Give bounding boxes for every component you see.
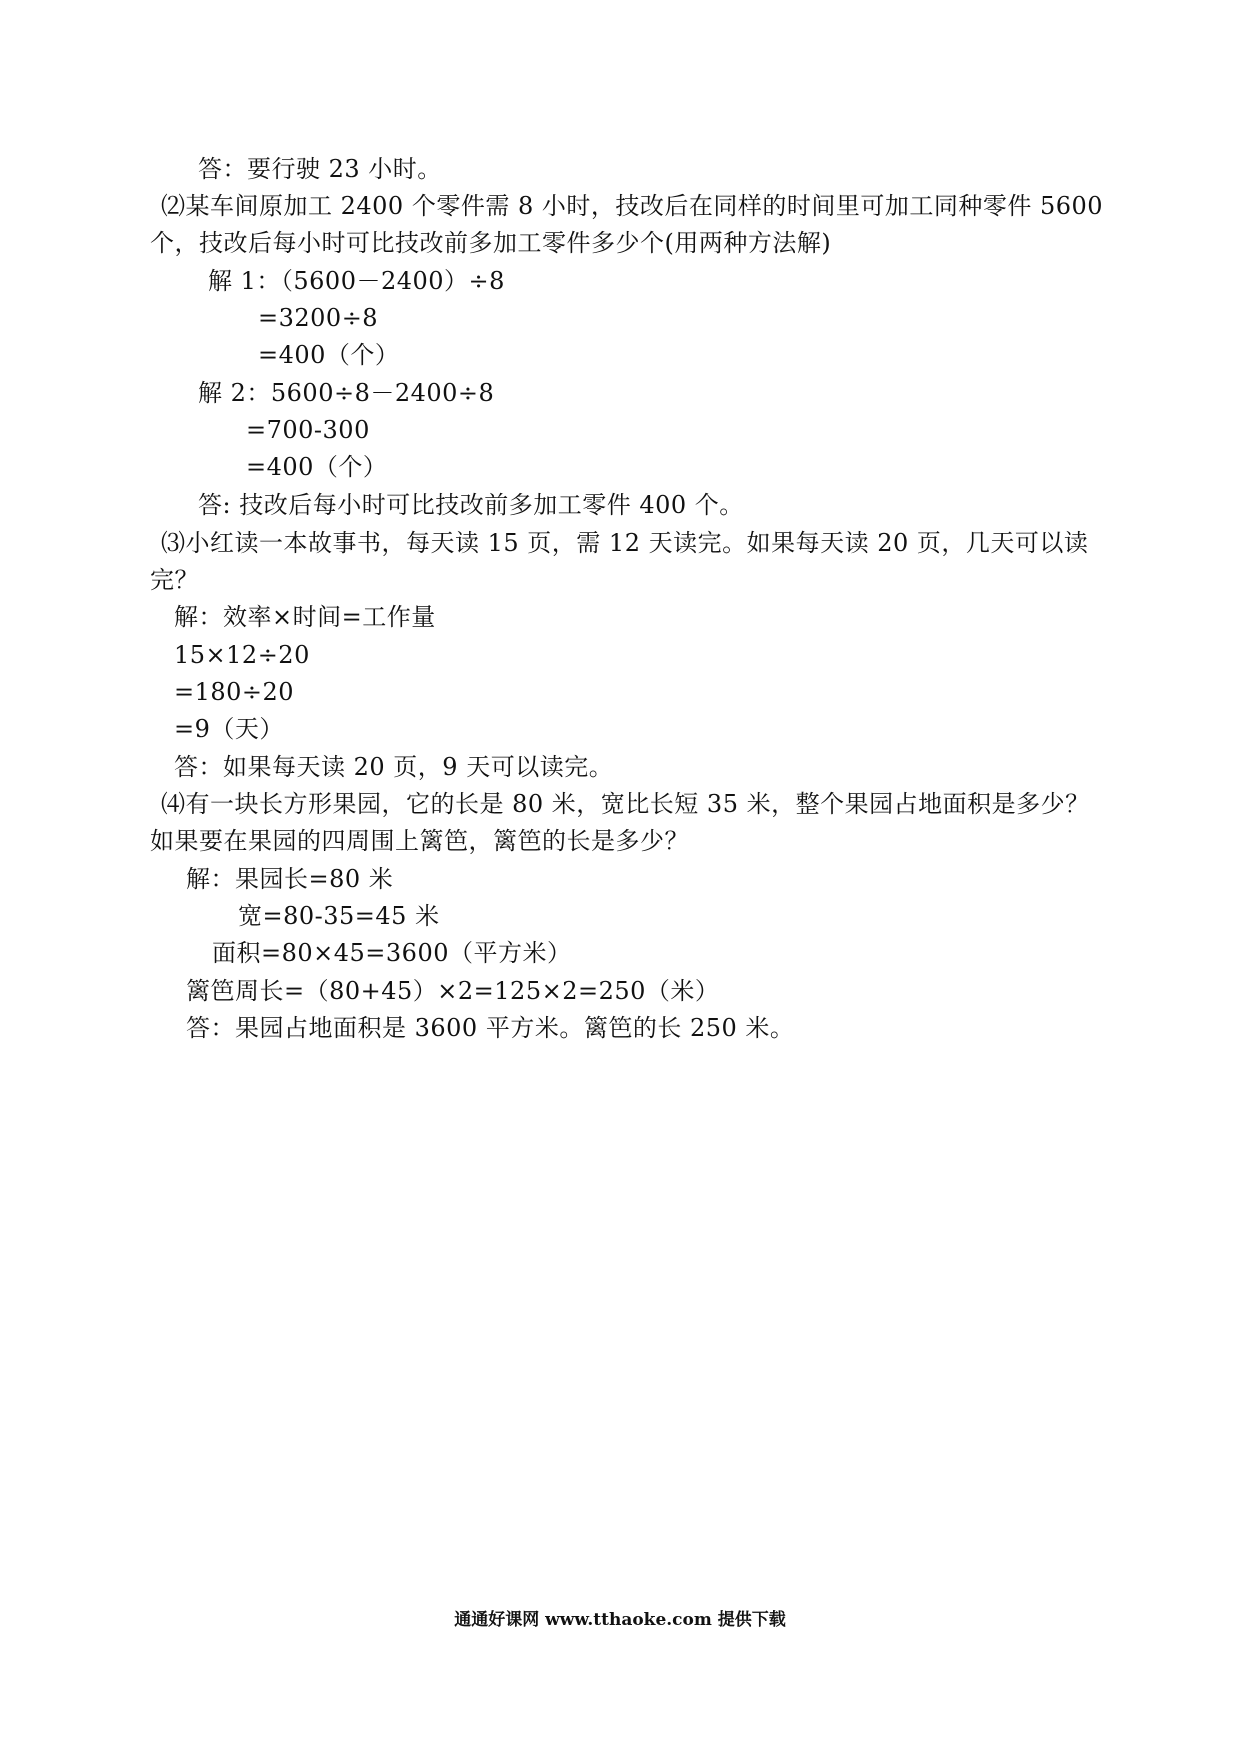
answer-line-2: 答: 技改后每小时可比技改前多加工零件 400 个。 [198, 491, 744, 519]
question-3-line-2: 完？ [150, 566, 199, 594]
solution-2-line-3: =400（个） [246, 453, 388, 481]
solution-3-line-2: 15×12÷20 [174, 641, 310, 669]
question-2-line-2: 个，技改后每小时可比技改前多加工零件多少个(用两种方法解) [150, 229, 832, 257]
solution-1-line-3: =400（个） [258, 341, 400, 369]
solution-4-line-3: 面积=80×45=3600（平方米） [212, 939, 572, 967]
question-4-line-2: 如果要在果园的四周围上篱笆，篱笆的长是多少？ [150, 827, 689, 855]
solution-3-line-4: =9（天） [174, 715, 284, 743]
answer-line-1: 答：要行驶 23 小时。 [198, 155, 442, 183]
page-footer: 通通好课网 www.tthaoke.com 提供下载 [454, 1610, 786, 1630]
solution-2-line-1: 解 2：5600÷8－2400÷8 [198, 379, 495, 407]
solution-4-line-4: 篱笆周长=（80+45）×2=125×2=250（米） [186, 977, 720, 1005]
question-4-line-1: ⑷有一块长方形果园，它的长是 80 米，宽比长短 35 米，整个果园占地面积是多少？ [161, 790, 1090, 818]
solution-1-line-1: 解 1：（5600－2400）÷8 [208, 267, 505, 295]
answer-line-4: 答：果园占地面积是 3600 平方米。篱笆的长 250 米。 [186, 1014, 795, 1042]
solution-2-line-2: =700-300 [246, 416, 370, 444]
answer-line-3: 答：如果每天读 20 页，9 天可以读完。 [174, 753, 614, 781]
solution-4-line-1: 解：果园长=80 米 [186, 865, 394, 893]
solution-1-line-2: =3200÷8 [258, 304, 379, 332]
solution-3-line-3: =180÷20 [174, 678, 295, 706]
question-3-line-1: ⑶小红读一本故事书，每天读 15 页，需 12 天读完。如果每天读 20 页，几天可以读 [161, 529, 1089, 557]
question-2-line-1: ⑵某车间原加工 2400 个零件需 8 小时，技改后在同样的时间里可加工同种零件 5600 [161, 192, 1104, 220]
solution-3-line-1: 解：效率×时间=工作量 [174, 603, 436, 631]
solution-4-line-2: 宽=80-35=45 米 [238, 902, 440, 930]
